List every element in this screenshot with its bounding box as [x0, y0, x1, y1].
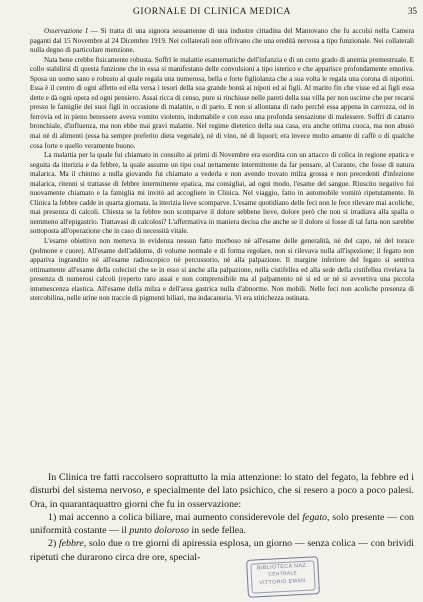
discussion-body [30, 471, 414, 564]
finding-1-text-a: 1) mai accenno a colica biliare, mai aumento considerevole del [48, 511, 303, 523]
objective-exam-paragraph: L'esame obiettivo non metteva in evidenza nessun fatto morboso nè all'esame delle generalità, nè del capo, nè del torace (polmone e cuore). All'esame dell'addome, di volume normale e di forma regolare, non si rilevava nulla all'ispezione; il fegato non appariva ingrandito nè all'esame radioscopico nè percussorio, nè alla palpazione. Il margine inferiore del fegato si sentiva ottimamente all'esame della colecisti che se in esso si anche alla palpazione, nella cistifellea ed alla sede della cistifellea rivelava la presenza di numerosi calcoli (reperto raro assai e non comprensibile ma al palpamento nè si ed or nè si avvertiva una piccola intumescenza elastica. All'esame della milza e dell'area gastrica nulla d'abnorme. Non mobili. Nelle feci non acoliche presenza di stercobilina, nelle urine non traccie di pigmenti biliari, ma indacanuria. Vi era stitichezza ostinata. [30, 237, 414, 303]
finding-2-text-a: 2) [48, 538, 59, 550]
illness-history-paragraph: La malattia per la quale fui chiamato in consulto ai primi di Novembre era esordita con un attacco di colica in regione epatica e seguita da itterizia e da febbre, la quale assume un tipo coal nettamente intermittente da far pensare, al Curante, che fosse di natura malarica. Ma il chinino a nulla giovando fui chiamato a vederla e non avendo trovato milza grossa e non precedenti d'infezione malarica, ritenni si trattasse di febbre intermittente epatica, ma consigliai, ad ogni modo, l'esame del sangue. Riuscito negativo fui nuovamente chiamato e la famiglia mi invitò ad accogliere in Clinica. Nel viaggio, fatto in automobile vomitò ripetutamente. In Clinica la febbre cadde in quarta giornata, la itterizia lieve scomparve. L'esame quotidiano delle feci non le fece rilevare mai acoliche, mai presenza di calcoli. Chiesta se la febbre non scomparve il dolore sebbene lieve, dolore però che non si irradiava alla spalla o nemmeno all'epigastrio. Trattavasi di calcolosi? L'affermativa in maniera decisa che anche se il dolore si fosse di tal fatta non sarebbe sottoposta all'operazione che in caso di necessità vitale. [30, 151, 414, 236]
finding-1-italic-fegato: fegato [302, 511, 327, 523]
library-stamp-line-1: BIBLIOTECA NAZ. [256, 562, 309, 572]
observation-intro-text: — Si tratta di una signora sessantenne di una industre cittadina del Mantovano che fu accolsi nella Camera paganti dal 15 Novembre al 24 Dicembre 1919. Nei collaterali non offrivano che una eredità nervosa a tipo funzionale. Nei collaterali nulla degno di particolare menzione. [30, 27, 414, 55]
finding-1-text-c: in sede fellea. [189, 525, 247, 537]
observation-intro-paragraph [30, 27, 414, 56]
finding-1-italic-punto: punto doloroso [129, 525, 189, 537]
page-number: 35 [408, 6, 417, 16]
library-stamp-line-2: CENTRALE [268, 571, 298, 578]
finding-2-italic-febbre: febbre [58, 538, 84, 550]
library-stamp [246, 556, 320, 598]
case-report-small-print [30, 27, 414, 304]
library-stamp-line-3: VITTORIO EMAN. [259, 577, 308, 587]
observation-label: Osservazione I [44, 27, 88, 35]
discussion-paragraph: In Clinica tre fatti raccolsero soprattutto la mia attenzione: lo stato del fegato, la febbre ed i disturbi del sistema nervoso, e specialmente del lato psichico, che si resero a poco a poco palesi. Ora, in quarantaquattro giorni che fu in osservazione: [30, 472, 414, 510]
finding-1-text-b: , solo presente — con uniformità costante — il [30, 511, 414, 537]
finding-2-text-b: , solo due o tre giorni di apiressia esplosa, un giorno — senza colica — con brividi ripetuti che durarono circa dre ore, special- [30, 538, 414, 563]
page-header [0, 6, 423, 20]
finding-item-2 [30, 537, 414, 564]
finding-item-1 [30, 511, 414, 538]
anamnesis-paragraph: Nata bene crebbe fisicamente robusta. Soffrì le malattie esantematiche dell'infanzia e di un certo grado di anemia premestruale. E collo stabilirsi di questa funzione che in essa si manifestano delle convulsioni a tipo isterico e che apparisce profondamente emotiva. Sposa un uomo sano e robusto al quale regala una numerosa, bella e forte figliolanza che a sua volta le regala una corona di nipotini. Essa è il centro di ogni affetto ed ella versa i tesori della sua grande bontà ai nipoti ed ai figli. Al marito fin che visse ed ai figli essa dette e dà ogni opera ed ogni pensiero. Assai ricca di censo, pure si rinchiuse nelle pareti della sua villa per non uscirne che per recarsi presso le famiglie dei suoi figli in occasione di malattie, o di parto. E non si allontana di rado perchè essa appena in carrozza, od in ferrovia ed in pieno benessere aveva vomito violento, indomabile e con esso una profonda sensazione di malessere. Soffrì di catarro bronchiale, d'influenza, ma non ebbe mai gravi malattie. Nel regime dietetico della sua casa, era anche ottima cuoca, ma non abusò mai nè di alimenti (essa ha sempre preferito dieta vegetale), nè di vino, nè di liquori; era invece molto amante di caffè o di qualche cosa forte e quello veramente buono. [30, 55, 414, 150]
running-title: GIORNALE DI CLINICA MEDICA [132, 6, 292, 17]
